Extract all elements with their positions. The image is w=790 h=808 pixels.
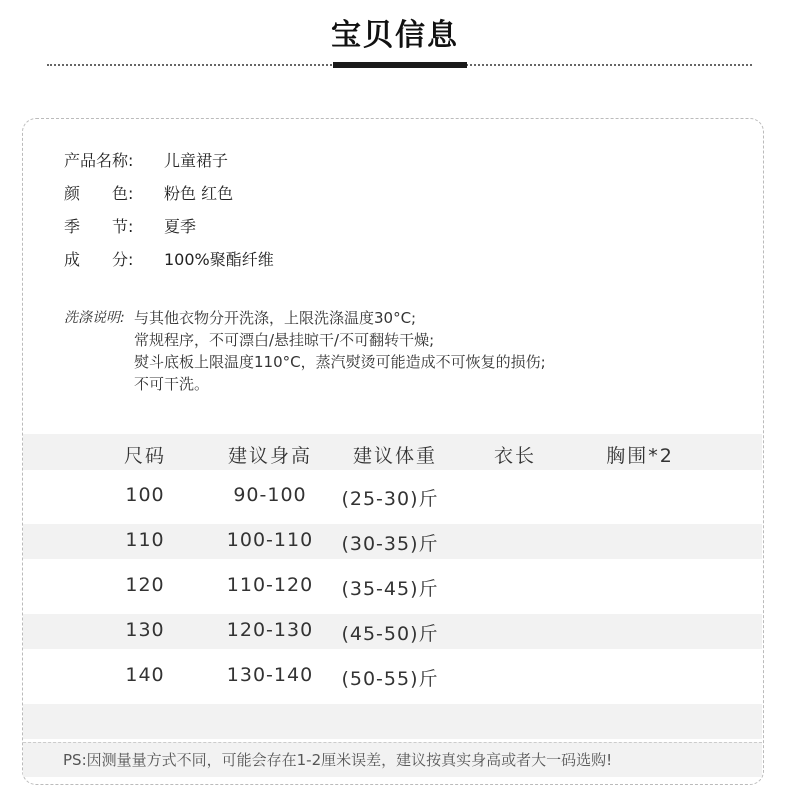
- cell-height: 100-110: [226, 529, 314, 551]
- care-line: 不可干洗。: [134, 375, 210, 393]
- info-label: 产品名称:: [64, 151, 134, 170]
- note-text: PS:因测量量方式不同，可能会存在1-2厘米误差，建议按真实身高或者大一码选购!: [63, 751, 613, 769]
- section-title: 宝贝信息: [331, 18, 459, 53]
- measurement-note: [23, 742, 762, 777]
- cell-height: 110-120: [226, 574, 314, 596]
- cell-size: 130: [125, 619, 165, 641]
- cell-height: 130-140: [226, 664, 314, 686]
- cell-weight: (30-35)斤: [341, 533, 439, 555]
- header-chest: 胸围*2: [606, 445, 674, 467]
- cell-size: 100: [125, 484, 165, 506]
- info-label: 成 分:: [64, 250, 134, 269]
- cell-weight: (35-45)斤: [341, 578, 439, 600]
- title-underline-bar: [333, 62, 467, 68]
- header-weight: 建议体重: [352, 445, 437, 467]
- info-value: 夏季: [164, 217, 197, 236]
- info-value: 粉色 红色: [164, 184, 234, 203]
- cell-size: 110: [125, 529, 165, 551]
- header-size: 尺码: [123, 445, 166, 467]
- info-value: 100%聚酯纤维: [164, 250, 274, 269]
- cell-height: 120-130: [226, 619, 314, 641]
- info-label: 颜 色:: [64, 184, 134, 203]
- care-line: 常规程序，不可漂白/悬挂晾干/不可翻转干燥;: [134, 331, 435, 349]
- care-line: 与其他衣物分开洗涤，上限洗涤温度30°C;: [134, 309, 417, 327]
- care-label: 洗涤说明:: [64, 310, 125, 326]
- cell-weight: (25-30)斤: [341, 488, 439, 510]
- header-length: 衣长: [493, 445, 536, 467]
- table-row-stripe: [23, 704, 762, 739]
- header-height: 建议身高: [227, 445, 312, 467]
- info-label: 季 节:: [64, 217, 134, 236]
- cell-size: 120: [125, 574, 165, 596]
- cell-weight: (45-50)斤: [341, 623, 439, 645]
- info-value: 儿童裙子: [164, 151, 229, 170]
- care-line: 熨斗底板上限温度110°C，蒸汽熨烫可能造成不可恢复的损伤;: [134, 353, 546, 371]
- cell-height: 90-100: [233, 484, 307, 506]
- cell-weight: (50-55)斤: [341, 668, 439, 690]
- cell-size: 140: [125, 664, 165, 686]
